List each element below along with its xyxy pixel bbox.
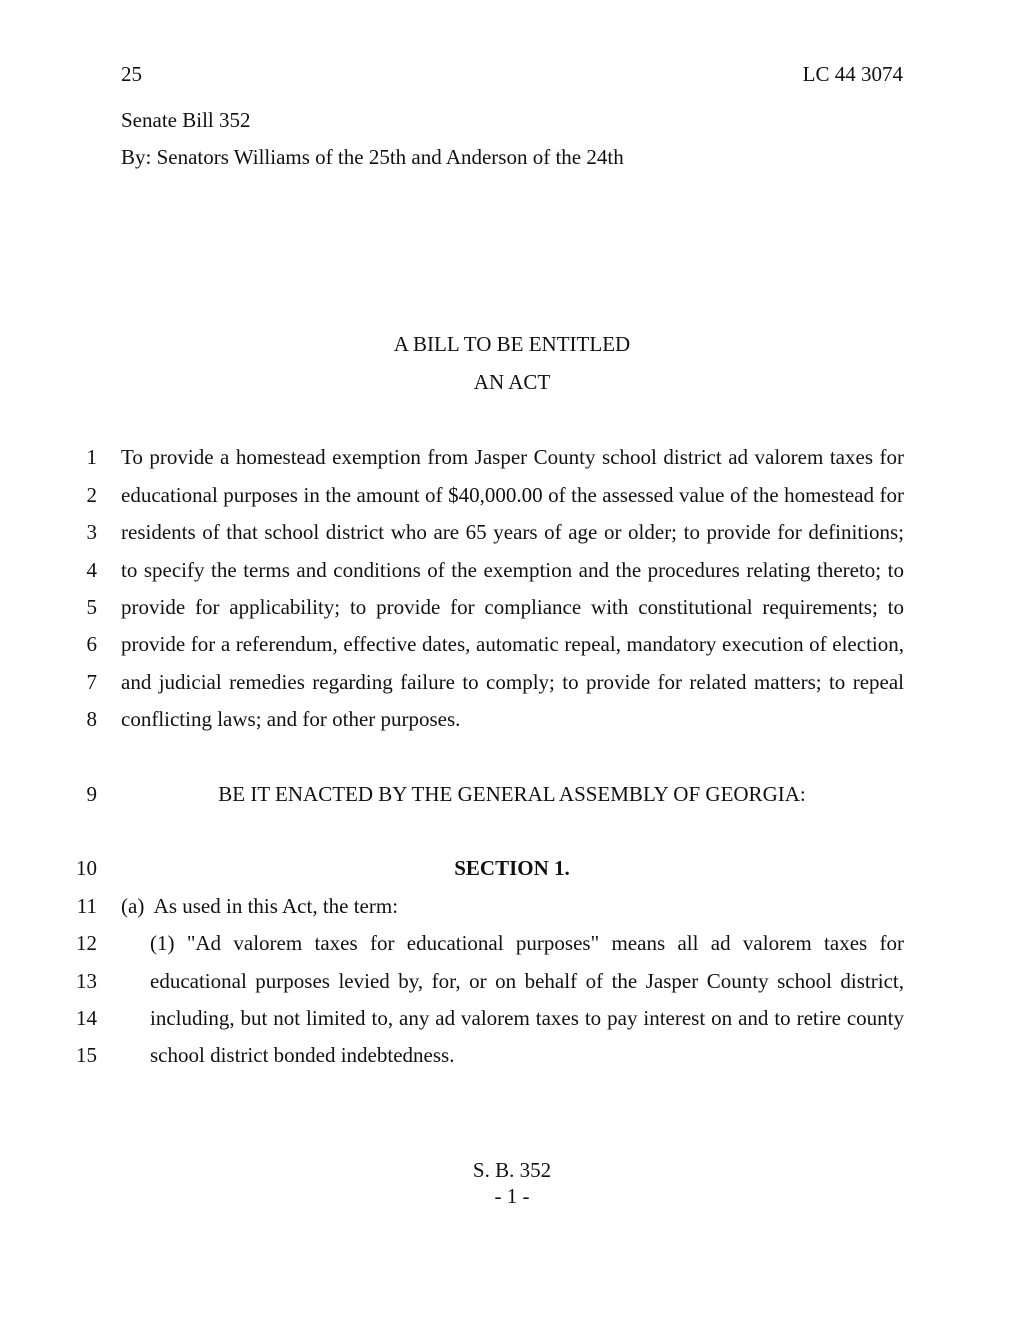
- line-number: 7: [86, 670, 97, 694]
- line-number: 10: [76, 856, 97, 880]
- body-line: provide for a referendum, effective dates, automatic repeal, mandatory execution of election,: [121, 632, 904, 656]
- enacting-clause: BE IT ENACTED BY THE GENERAL ASSEMBLY OF GEORGIA:: [218, 782, 806, 806]
- body-line: To provide a homestead exemption from Jasper County school district ad valorem taxes for: [121, 445, 904, 469]
- bill-title-line-1: A BILL TO BE ENTITLED: [393, 332, 631, 356]
- line-number: 3: [86, 520, 97, 544]
- body-line: school district bonded indebtedness.: [150, 1043, 455, 1067]
- footer-bill-reference: S. B. 352: [472, 1158, 552, 1182]
- line-number: 6: [86, 632, 97, 656]
- line-number: 14: [76, 1006, 97, 1030]
- body-line: including, but not limited to, any ad valorem taxes to pay interest on and to retire county: [150, 1006, 904, 1030]
- line-number: 12: [76, 931, 97, 955]
- line-number: 11: [76, 894, 97, 918]
- body-line: educational purposes levied by, for, or on behalf of the Jasper County school district,: [150, 969, 904, 993]
- body-line: to specify the terms and conditions of the exemption and the procedures relating thereto; to: [121, 558, 904, 582]
- body-line: conflicting laws; and for other purposes.: [121, 707, 461, 731]
- body-line: educational purposes in the amount of $40,000.00 of the assessed value of the homestead for: [121, 483, 904, 507]
- line-number: 15: [76, 1043, 97, 1067]
- line-number: 8: [86, 707, 97, 731]
- bill-name: Senate Bill 352: [121, 108, 251, 132]
- line-number: 13: [76, 969, 97, 993]
- footer-page-number: - 1 -: [494, 1184, 530, 1208]
- line-number: 9: [86, 782, 97, 806]
- body-line: residents of that school district who are 65 years of age or older; to provide for definitions;: [121, 520, 904, 544]
- section-heading: SECTION 1.: [454, 856, 570, 880]
- body-line: (a) As used in this Act, the term:: [121, 894, 399, 918]
- bill-title-line-2: AN ACT: [473, 370, 551, 394]
- sponsors-line: By: Senators Williams of the 25th and Anderson of the 24th: [121, 145, 624, 169]
- header-page-number: 25: [121, 62, 142, 86]
- lc-code: LC 44 3074: [802, 62, 903, 86]
- line-number: 5: [86, 595, 97, 619]
- body-line: (1) "Ad valorem taxes for educational purposes" means all ad valorem taxes for: [150, 931, 904, 955]
- line-number: 2: [86, 483, 97, 507]
- body-line: provide for applicability; to provide for compliance with constitutional requirements; to: [121, 595, 904, 619]
- line-number: 4: [86, 558, 97, 582]
- body-line: and judicial remedies regarding failure to comply; to provide for related matters; to repeal: [121, 670, 904, 694]
- line-number: 1: [86, 445, 97, 469]
